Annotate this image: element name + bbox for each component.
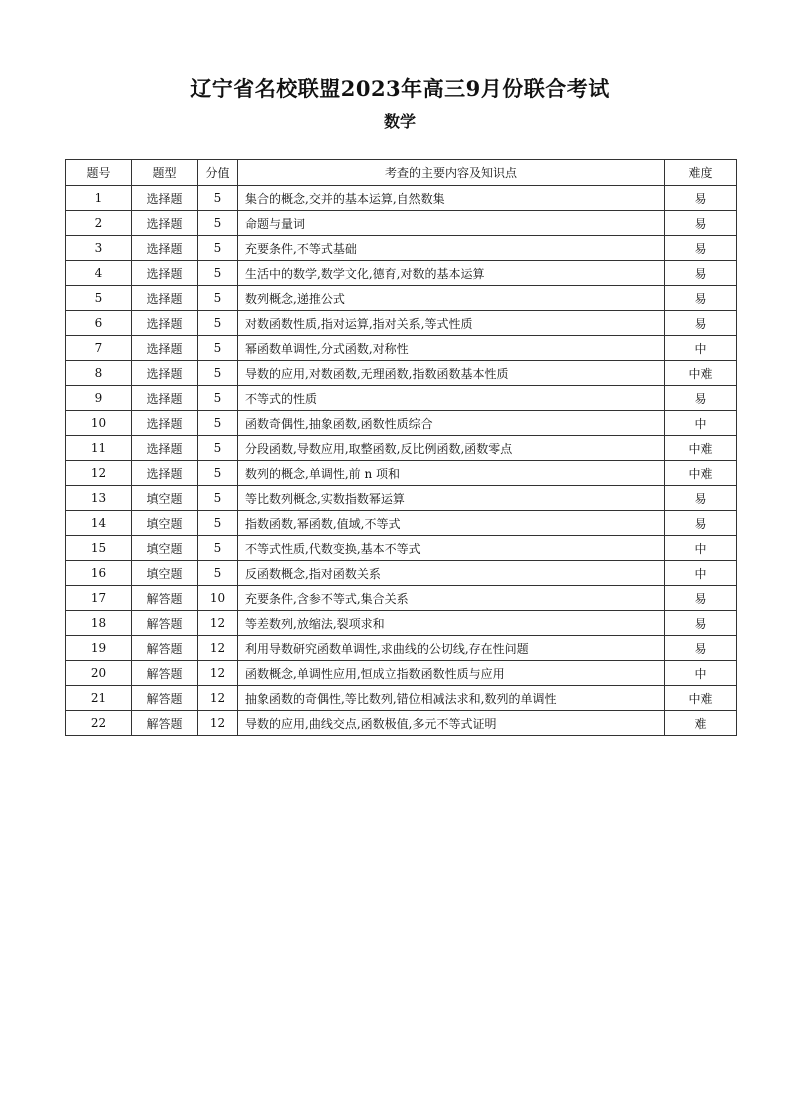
cell-content: 集合的概念,交并的基本运算,自然数集 (238, 186, 665, 211)
cell-difficulty: 易 (665, 261, 737, 286)
cell-question-type: 选择题 (132, 386, 198, 411)
cell-score: 5 (198, 411, 238, 436)
cell-score: 5 (198, 336, 238, 361)
cell-question-number: 15 (66, 536, 132, 561)
cell-content: 不等式的性质 (238, 386, 665, 411)
cell-question-type: 解答题 (132, 611, 198, 636)
table-row (66, 336, 737, 361)
table-row (66, 236, 737, 261)
cell-score: 5 (198, 311, 238, 336)
cell-question-type: 选择题 (132, 411, 198, 436)
cell-question-type: 选择题 (132, 361, 198, 386)
cell-content: 导数的应用,对数函数,无理函数,指数函数基本性质 (238, 361, 665, 386)
table-row (66, 511, 737, 536)
cell-content: 生活中的数学,数学文化,德育,对数的基本运算 (238, 261, 665, 286)
cell-question-type: 填空题 (132, 561, 198, 586)
cell-content: 函数奇偶性,抽象函数,函数性质综合 (238, 411, 665, 436)
cell-question-type: 选择题 (132, 461, 198, 486)
cell-question-type: 选择题 (132, 311, 198, 336)
cell-question-number: 3 (66, 236, 132, 261)
cell-question-number: 7 (66, 336, 132, 361)
cell-score: 10 (198, 586, 238, 611)
table-row (66, 411, 737, 436)
cell-question-type: 解答题 (132, 636, 198, 661)
table-row (66, 436, 737, 461)
cell-content: 函数概念,单调性应用,恒成立指数函数性质与应用 (238, 661, 665, 686)
cell-score: 5 (198, 486, 238, 511)
cell-difficulty: 难 (665, 711, 737, 736)
cell-score: 5 (198, 236, 238, 261)
cell-content: 利用导数研究函数单调性,求曲线的公切线,存在性问题 (238, 636, 665, 661)
cell-content: 导数的应用,曲线交点,函数极值,多元不等式证明 (238, 711, 665, 736)
cell-difficulty: 易 (665, 586, 737, 611)
cell-difficulty: 易 (665, 236, 737, 261)
cell-score: 12 (198, 611, 238, 636)
cell-difficulty: 易 (665, 486, 737, 511)
cell-content: 分段函数,导数应用,取整函数,反比例函数,函数零点 (238, 436, 665, 461)
cell-content: 充要条件,不等式基础 (238, 236, 665, 261)
table-body (66, 186, 737, 736)
table-row (66, 711, 737, 736)
cell-question-type: 选择题 (132, 286, 198, 311)
cell-question-number: 1 (66, 186, 132, 211)
cell-difficulty: 易 (665, 611, 737, 636)
cell-score: 12 (198, 661, 238, 686)
cell-question-type: 选择题 (132, 436, 198, 461)
cell-score: 5 (198, 436, 238, 461)
subject-heading: 数学 (383, 112, 416, 131)
header-difficulty: 难度 (665, 160, 737, 186)
cell-content: 反函数概念,指对函数关系 (238, 561, 665, 586)
table-row (66, 361, 737, 386)
cell-content: 对数函数性质,指对运算,指对关系,等式性质 (238, 311, 665, 336)
table-row (66, 311, 737, 336)
cell-question-type: 填空题 (132, 511, 198, 536)
table-row (66, 211, 737, 236)
cell-difficulty: 易 (665, 211, 737, 236)
cell-question-type: 选择题 (132, 236, 198, 261)
cell-score: 5 (198, 461, 238, 486)
cell-difficulty: 易 (665, 636, 737, 661)
table-row (66, 586, 737, 611)
cell-score: 5 (198, 361, 238, 386)
cell-question-type: 选择题 (132, 261, 198, 286)
cell-difficulty: 中 (665, 336, 737, 361)
header-question-number: 题号 (66, 160, 132, 186)
cell-question-number: 11 (66, 436, 132, 461)
header-score: 分值 (198, 160, 238, 186)
cell-content: 数列的概念,单调性,前 n 项和 (238, 461, 665, 486)
cell-content: 等比数列概念,实数指数幂运算 (238, 486, 665, 511)
cell-score: 12 (198, 686, 238, 711)
cell-score: 5 (198, 286, 238, 311)
document-title: 辽宁省名校联盟2023年高三9月份联合考试 (190, 76, 610, 101)
table-row (66, 536, 737, 561)
cell-question-type: 选择题 (132, 211, 198, 236)
cell-content: 幂函数单调性,分式函数,对称性 (238, 336, 665, 361)
cell-question-number: 12 (66, 461, 132, 486)
cell-score: 5 (198, 386, 238, 411)
cell-question-type: 选择题 (132, 336, 198, 361)
cell-question-number: 5 (66, 286, 132, 311)
table-row (66, 661, 737, 686)
cell-question-number: 14 (66, 511, 132, 536)
cell-question-number: 20 (66, 661, 132, 686)
cell-difficulty: 易 (665, 311, 737, 336)
table-row (66, 461, 737, 486)
table-row (66, 261, 737, 286)
cell-difficulty: 中难 (665, 361, 737, 386)
table-row (66, 561, 737, 586)
cell-difficulty: 易 (665, 286, 737, 311)
table-row (66, 636, 737, 661)
table-row (66, 386, 737, 411)
cell-difficulty: 易 (665, 186, 737, 211)
cell-score: 5 (198, 211, 238, 236)
cell-content: 数列概念,递推公式 (238, 286, 665, 311)
cell-difficulty: 中难 (665, 686, 737, 711)
cell-question-number: 2 (66, 211, 132, 236)
cell-score: 5 (198, 511, 238, 536)
cell-score: 5 (198, 186, 238, 211)
cell-question-number: 9 (66, 386, 132, 411)
cell-difficulty: 中 (665, 536, 737, 561)
table-row (66, 186, 737, 211)
cell-content: 充要条件,含参不等式,集合关系 (238, 586, 665, 611)
cell-question-number: 18 (66, 611, 132, 636)
cell-question-number: 21 (66, 686, 132, 711)
cell-difficulty: 中 (665, 411, 737, 436)
cell-question-number: 8 (66, 361, 132, 386)
cell-content: 等差数列,放缩法,裂项求和 (238, 611, 665, 636)
table-row (66, 686, 737, 711)
cell-content: 指数函数,幂函数,值域,不等式 (238, 511, 665, 536)
cell-difficulty: 易 (665, 511, 737, 536)
cell-question-number: 16 (66, 561, 132, 586)
cell-score: 5 (198, 261, 238, 286)
cell-difficulty: 中 (665, 661, 737, 686)
cell-score: 12 (198, 711, 238, 736)
cell-score: 12 (198, 636, 238, 661)
table-row (66, 486, 737, 511)
cell-question-number: 10 (66, 411, 132, 436)
cell-difficulty: 易 (665, 386, 737, 411)
cell-question-type: 填空题 (132, 486, 198, 511)
cell-difficulty: 中难 (665, 461, 737, 486)
cell-question-type: 解答题 (132, 661, 198, 686)
cell-question-number: 17 (66, 586, 132, 611)
cell-question-number: 6 (66, 311, 132, 336)
cell-score: 5 (198, 536, 238, 561)
cell-question-type: 填空题 (132, 536, 198, 561)
exam-spec-table (65, 159, 737, 736)
cell-score: 5 (198, 561, 238, 586)
cell-question-type: 解答题 (132, 711, 198, 736)
table-header-row (66, 160, 737, 186)
cell-question-number: 19 (66, 636, 132, 661)
cell-question-number: 13 (66, 486, 132, 511)
header-question-type: 题型 (132, 160, 198, 186)
table-row (66, 611, 737, 636)
cell-content: 命题与量词 (238, 211, 665, 236)
cell-difficulty: 中 (665, 561, 737, 586)
cell-content: 不等式性质,代数变换,基本不等式 (238, 536, 665, 561)
cell-content: 抽象函数的奇偶性,等比数列,错位相减法求和,数列的单调性 (238, 686, 665, 711)
cell-question-number: 4 (66, 261, 132, 286)
cell-question-type: 解答题 (132, 686, 198, 711)
cell-question-type: 解答题 (132, 586, 198, 611)
table-row (66, 286, 737, 311)
cell-difficulty: 中难 (665, 436, 737, 461)
header-content: 考查的主要内容及知识点 (238, 160, 665, 186)
cell-question-number: 22 (66, 711, 132, 736)
cell-question-type: 选择题 (132, 186, 198, 211)
